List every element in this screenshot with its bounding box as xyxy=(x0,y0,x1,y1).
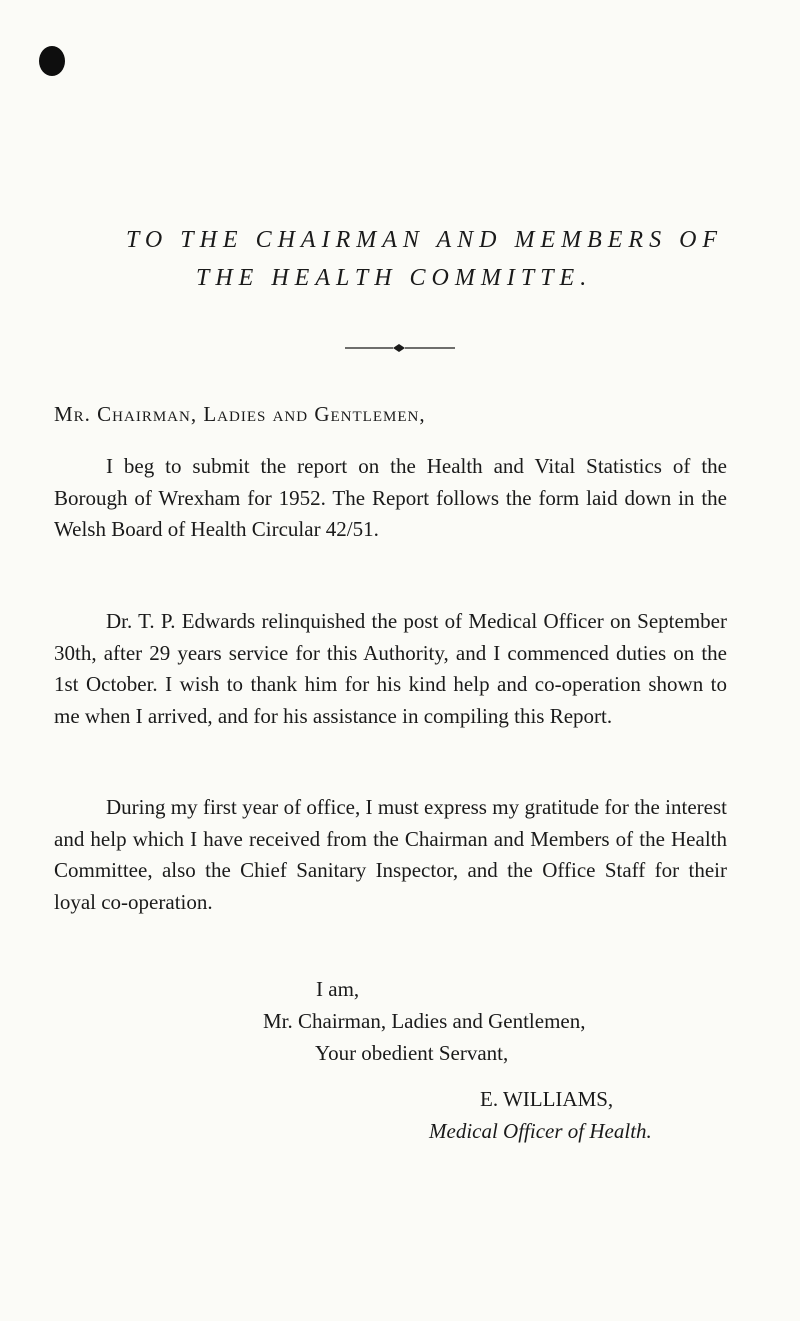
paragraph-gratitude: During my first year of office, I must express my gratitude for the interest and help which I have received from the Chairman and Members of the Health Committee, also the Chief Sanitary Inspector, and the Office Staff for their loyal co-operation. xyxy=(54,795,727,914)
signature-title: Medical Officer of Health. xyxy=(429,1119,652,1143)
signature-name: E. WILLIAMS, xyxy=(480,1087,614,1111)
heading-line-1: TO THE CHAIRMAN AND MEMBERS OF xyxy=(126,227,724,253)
closing-i-am: I am, xyxy=(316,977,360,1001)
paragraph-predecessor-thanks: Dr. T. P. Edwards relinquished the post of Medical Officer on September 30th, after 29 years service for this Authority, and I commenced duties on the 1st October. I wish to thank him for his kind help and co-operation shown to me when I arrived, and for his assistance in compiling this Report. xyxy=(54,609,727,728)
closing-servant: Your obedient Servant, xyxy=(315,1041,509,1065)
salutation: Mr. Chairman, Ladies and Gentlemen, xyxy=(54,402,426,426)
paragraph-report-submission: I beg to submit the report on the Health and Vital Statistics of the Borough of Wrexham for 1952. The Report follows the form laid down in the Welsh Board of Health Circular 42/51. xyxy=(54,454,727,541)
diamond-divider-ornament xyxy=(345,342,455,354)
heading-line-2: THE HEALTH COMMITTE. xyxy=(196,265,593,291)
closing-address: Mr. Chairman, Ladies and Gentlemen, xyxy=(263,1009,586,1033)
binder-punch-hole xyxy=(39,46,65,76)
